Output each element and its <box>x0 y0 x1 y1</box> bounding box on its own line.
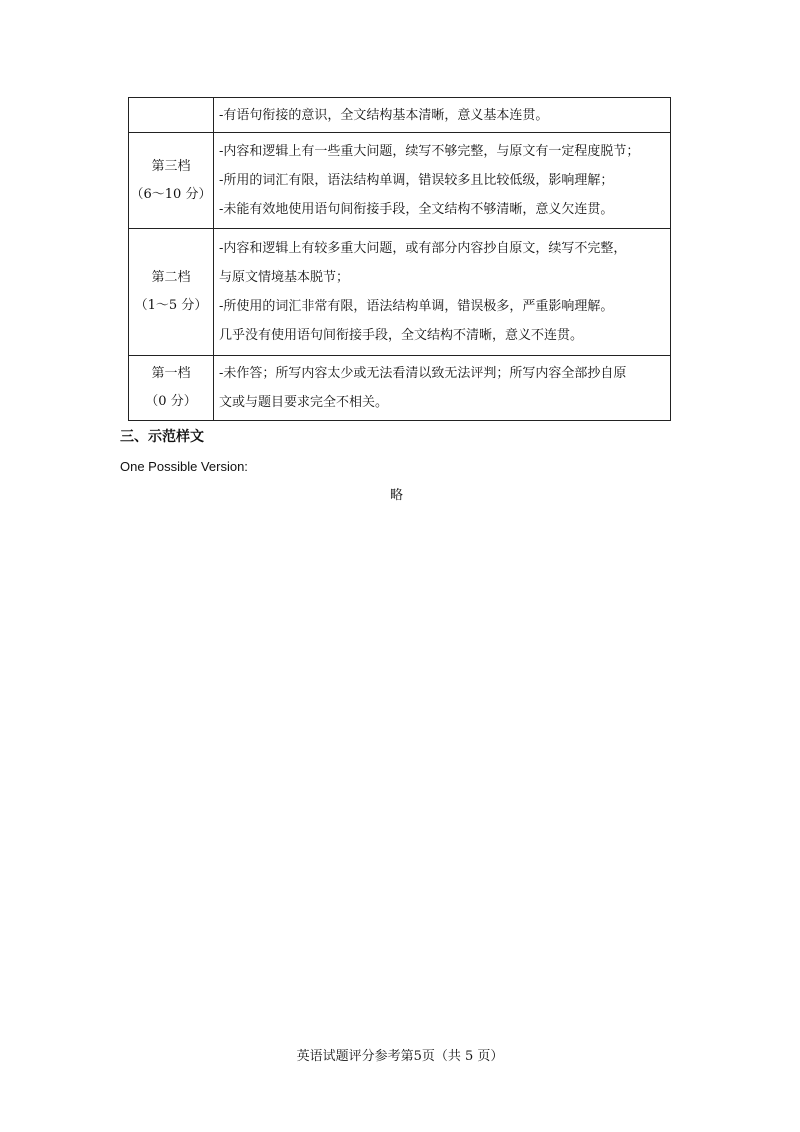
rubric-level-score-range: （6～10 分） <box>130 186 212 202</box>
rubric-criterion-line: -有语句衔接的意识，全文结构基本清晰，意义基本连贯。 <box>219 107 549 123</box>
rubric-level-cell <box>129 98 214 133</box>
rubric-level-name: 第一档 <box>151 366 191 381</box>
rubric-row-continued <box>129 98 671 133</box>
rubric-row-level-1 <box>129 356 671 421</box>
rubric-description-cell <box>214 229 671 356</box>
rubric-criterion-line: 文或与题目要求完全不相关。 <box>219 395 389 410</box>
rubric-description-cell <box>214 356 671 421</box>
rubric-criterion-line: -未能有效地使用语句间衔接手段，全文结构不够清晰，意义欠连贯。 <box>219 202 614 217</box>
rubric-criterion-line: -所用的词汇有限，语法结构单调，错误较多且比较低级，影响理解； <box>219 173 614 188</box>
rubric-row-level-3 <box>129 133 671 229</box>
rubric-description-cell <box>214 98 671 133</box>
rubric-criterion-line: -所使用的词汇非常有限，语法结构单调，错误极多，严重影响理解。 <box>219 299 614 314</box>
rubric-criterion-line: -内容和逻辑上有一些重大问题，续写不够完整，与原文有一定程度脱节； <box>219 144 640 159</box>
section-heading: 三、示范样文 <box>120 429 204 445</box>
omitted-sample-text: 略 <box>390 488 404 503</box>
rubric-level-name: 第二档 <box>151 270 191 285</box>
rubric-criterion-line: -内容和逻辑上有较多重大问题，或有部分内容抄自原文，续写不完整， <box>219 241 627 256</box>
rubric-criterion-line: 与原文情境基本脱节； <box>219 270 350 285</box>
version-label: One Possible Version: <box>120 459 248 474</box>
rubric-criterion-line: -未作答；所写内容太少或无法看清以致无法评判；所写内容全部抄自原 <box>219 366 627 381</box>
rubric-level-score-range: （0 分） <box>145 394 197 409</box>
rubric-level-score-range: （1～5 分） <box>134 298 208 313</box>
rubric-row-level-2 <box>129 229 671 356</box>
rubric-level-cell <box>129 356 214 421</box>
rubric-level-cell <box>129 133 214 229</box>
rubric-level-cell <box>129 229 214 356</box>
page-footer: 英语试题评分参考第5页（共 5 页） <box>296 1049 504 1064</box>
rubric-level-name: 第三档 <box>151 158 191 174</box>
rubric-description-cell <box>214 133 671 229</box>
rubric-criterion-line: 几乎没有使用语句间衔接手段，全文结构不清晰，意义不连贯。 <box>219 328 584 343</box>
scoring-rubric-table <box>128 97 671 421</box>
